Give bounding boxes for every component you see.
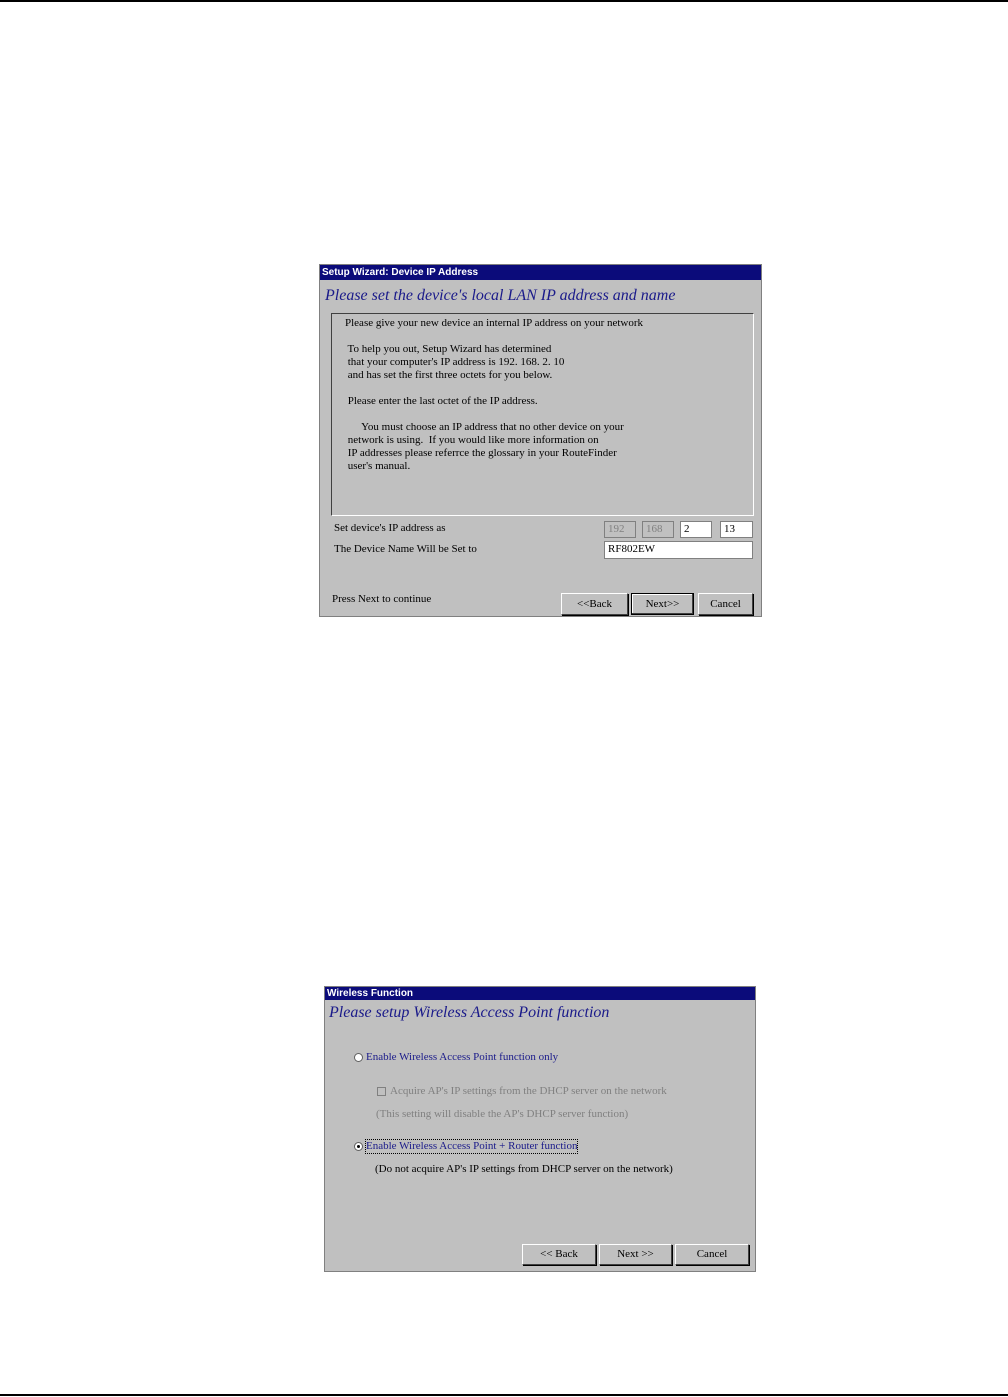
ap-router-note: (Do not acquire AP's IP settings from DHCP server on the network) — [375, 1163, 673, 1175]
acquire-dhcp-checkbox — [377, 1087, 386, 1096]
ap-only-label[interactable]: Enable Wireless Access Point function only — [366, 1051, 559, 1063]
device-name-field[interactable]: RF802EW — [604, 541, 753, 559]
dialog-heading: Please set the device's local LAN IP address and name — [325, 287, 676, 304]
cancel-button[interactable]: Cancel — [698, 593, 753, 615]
ip-octet-3-field: 2 — [680, 521, 712, 538]
info-line — [345, 330, 643, 343]
info-line: and has set the first three octets for you below. — [345, 369, 553, 381]
info-line: Please enter the last octet of the IP address. — [345, 395, 538, 407]
wireless-function-dialog — [324, 986, 756, 1272]
back-button[interactable]: << Back — [522, 1244, 596, 1265]
bottom-page-rule — [0, 1394, 1008, 1396]
dialog-title-bar: Setup Wizard: Device IP Address — [320, 265, 761, 280]
next-button[interactable]: Next>> — [631, 593, 694, 615]
info-line: user's manual. — [345, 460, 411, 472]
device-name-label: The Device Name Will be Set to — [334, 543, 477, 555]
ip-octet-2-field: 168 — [642, 521, 674, 538]
info-line: that your computer's IP address is 192. 168. 2. 10 — [345, 356, 565, 368]
info-line: You must choose an IP address that no other device on your — [345, 421, 624, 433]
ap-router-label[interactable]: Enable Wireless Access Point + Router function — [366, 1140, 578, 1152]
ap-router-radio[interactable] — [354, 1142, 363, 1151]
ip-octet-1-field: 192 — [604, 521, 636, 538]
acquire-dhcp-label: Acquire AP's IP settings from the DHCP server on the network — [390, 1085, 667, 1097]
info-line: IP addresses please referrce the glossary in your RouteFinder — [345, 447, 617, 459]
dialog-heading: Please setup Wireless Access Point function — [329, 1004, 610, 1021]
info-line: Please give your new device an internal IP address on your network — [345, 317, 644, 329]
info-line: network is using. If you would like more information on — [345, 434, 599, 446]
ip-address-label: Set device's IP address as — [334, 522, 446, 534]
ap-only-radio[interactable] — [354, 1053, 363, 1062]
acquire-dhcp-note: (This setting will disable the AP's DHCP server function) — [376, 1108, 629, 1120]
info-line — [345, 408, 643, 421]
dialog-title-bar: Wireless Function — [325, 987, 755, 1000]
radio-selected-dot — [357, 1145, 360, 1148]
top-page-rule — [0, 0, 1008, 2]
cancel-button[interactable]: Cancel — [675, 1244, 749, 1265]
device-ip-dialog — [319, 264, 762, 617]
next-button[interactable]: Next >> — [599, 1244, 672, 1265]
footer-text: Press Next to continue — [332, 593, 432, 605]
info-line: To help you out, Setup Wizard has determined — [345, 343, 552, 355]
info-text-box — [331, 313, 754, 516]
info-line — [345, 382, 643, 395]
back-button[interactable]: <<Back — [561, 593, 628, 615]
ip-octet-4-field[interactable]: 13 — [720, 521, 753, 538]
